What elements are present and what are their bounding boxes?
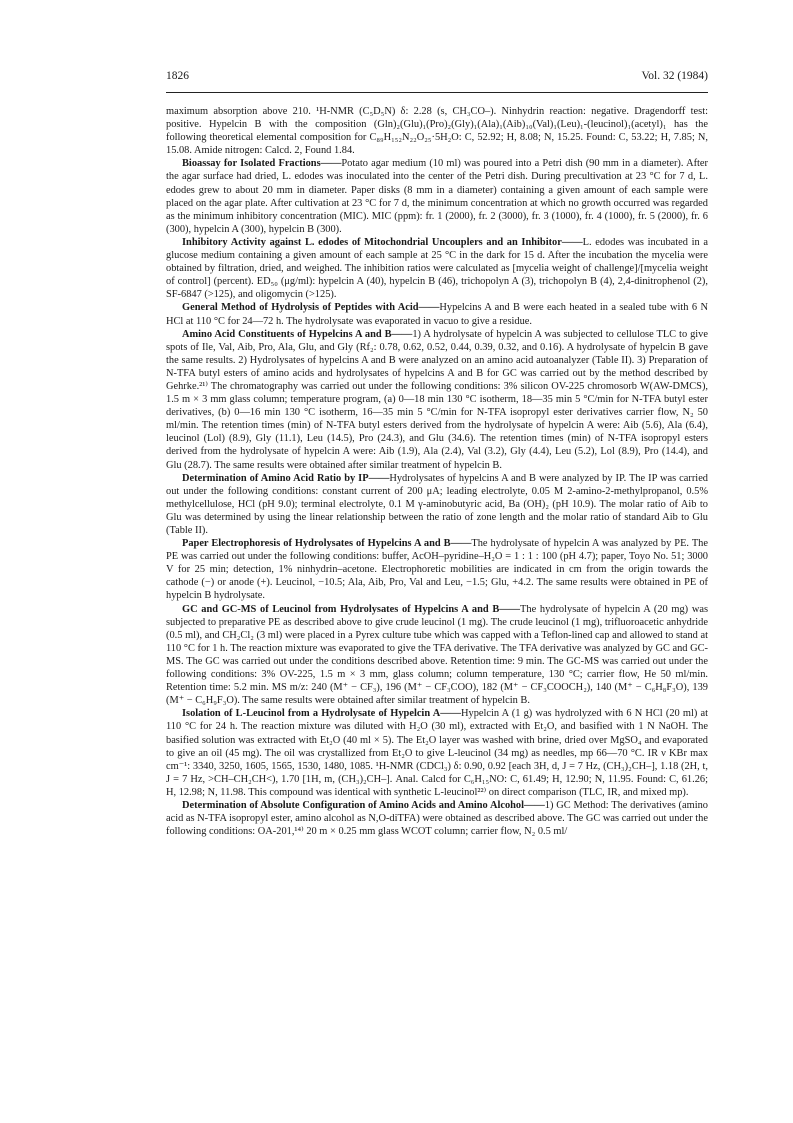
paragraph-text: maximum absorption above 210. ¹H-NMR (C₅D₅N) δ: 2.28 (s, CH₃CO–). Ninhydrin reaction: negative. Dragendorff test: positive. Hypelcin B with the composition (Gln)₂(Glu)₁(Pro)₂(Gly)₁(Ala)₁(Aib)₁₀(Val)₁(Leu)₁-(leucinol)₁(acetyl)₁ has the following theoretical elemental composition for C₈₉H₁₅₂N₂₂O₂₅·5H₂O: C, 52.92; H, 8.08; N, 15.25. Found: C, 53.22; H, 7.85; N, 15.08. Amide nitrogen: Calcd. 2, Found 1.84. [166,106,708,157]
paragraph-amino-acid-constituents [166,328,708,472]
section-heading: Determination of Amino Acid Ratio by IP—— [182,472,390,484]
paragraph-paper-electrophoresis [166,537,708,602]
paragraph-text: Hypelcin A (1 g) was hydrolyzed with 6 N HCl (20 ml) at 110 °C for 24 h. The reaction mixture was diluted with H₂O (30 ml), extracted with Et₂O, and basified with 1 N NaOH. The basified solution was extracted with Et₂O (40 ml × 5). The Et₂O layer was washed with brine, dried over MgSO₄ and evaporated to give an oil (45 mg). The oil was crystallized from Et₂O to give L-leucinol (34 mg) as needles, mp 66—70 °C. IR ν KBr max cm⁻¹: 3340, 3250, 1605, 1565, 1530, 1480, 1085. ¹H-NMR (CDCl₃) δ: 0.90, 0.92 [each 3H, d, J = 7 Hz, (CH₃)₂CH–], 1.18 (2H, t, J = 7 Hz, >CH–CH₂CH<), 1.70 [1H, m, (CH₃)₂CH–]. Anal. Calcd for C₆H₁₅NO: C, 61.49; H, 12.90; N, 11.95. Found: C, 61.26; H, 12.98; N, 11.98. This compound was identical with synthetic L-leucinol²²⁾ on direct comparison (TLC, IR, and mixed mp). [166,708,708,798]
paragraph-text: 1) A hydrolysate of hypelcin A was subjected to cellulose TLC to give spots of Ile, Val, Aib, Pro, Ala, Glu, and Gly (Rf₂: 0.78, 0.62, 0.52, 0.44, 0.39, 0.32, and 0.16). A hydrolysate of hypelcin B gave the same results. 2) Hydrolysates of hypelcins A and B were analyzed on an amino acid autoanalyzer (Table II). 3) Preparation of N-TFA butyl esters of amino acids and hydrolysates of hypelcins A and B for GC was carried out by the method described by Gehrke.²¹⁾ The chromatography was carried out under the following conditions: 3% silicon OV-225 chromosorb W(AW-DMCS), 1.5 m × 3 mm glass column; temperature program, (a) 0—18 min 130 °C isotherm, 18—35 min 5 °C/min for N-TFA butyl ester derivatives, (b) 0—16 min 130 °C isotherm, 16—35 min 5 °C/min for N-TFA isopropyl ester derivatives carrier flow, N₂ 50 ml/min. The retention times (min) of N-TFA butyl esters derived from the hydrolysate of hypelcin A were: Aib (5.6), Ala (6.4), leucinol (Lol) (8.9), Gly (11.1), Leu (14.5), Pro (24.3), and Glu (34.6). The retention times (min) of N-TFA isopropyl esters derived from the hydrolysate of hypelcin A were: Aib (1.9), Ala (2.4), Val (3.2), Gly (4.4), Leu (5.2), Lol (8.9), Pro (14.4), and Glu (28.7). The same results were obtained after similar treatment of hypelcin B. [166,328,708,471]
paragraph-text: The hydrolysate of hypelcin A was analyzed by PE. The PE was carried out under the following conditions: buffer, AcOH–pyridine–H₂O = 1 : 1 : 100 (pH 4.7); paper, Toyo No. 51; 3000 V for 25 min; detection, 1% ninhydrin–acetone. Electrophoretic mobilities are indicated in cm from the origin towards the cathode (−) or anode (+). Leucinol, −10.5; Ala, Aib, Pro, Val and Leu, −1.5; Glu, +4.2. The same results were obtained in PE of hypelcin B hydrolysate. [166,538,708,602]
paragraph-text: L. edodes was incubated in a glucose medium containing a given amount of each sample at 25 °C in the dark for 15 d. After the incubation the mycelia were obtained by filtration, dried, and weighed. The inhibition ratios were calculated as [mycelia weight of challenge]/[mycelia weight of control] (percent). ED₅₀ (μg/ml): hypelcin A (40), hypelcin B (46), trichopolyn A (3), trichopolyn B (4), 2,4-dinitrophenol (2), SF-6847 (>125), and oligomycin (>125). [166,236,708,301]
paragraph-text: 1) GC Method: The derivatives (amino acid as N-TFA isopropyl ester, amino alcohol as N,O-diTFA) were obtained as described above. The GC was carried out under the following conditions: OA-201,¹⁴⁾ 20 m × 0.25 mm glass WCOT column; carrier flow, N₂ 0.5 ml/ [166,799,708,838]
volume-label: Vol. 32 (1984) [641,70,708,82]
section-heading: Paper Electrophoresis of Hydrolysates of Hypelcins A and B—— [182,538,472,550]
page-number: 1826 [166,70,189,82]
article-body [166,105,708,838]
section-heading: Determination of Absolute Configuration of Amino Acids and Amino Alcohol—— [182,799,545,811]
paragraph-text: The hydrolysate of hypelcin A (20 mg) was subjected to preparative PE as described above to give crude leucinol (1 mg). The crude leucinol (1 mg), trifluoroacetic anhydride (0.5 ml), and CH₂Cl₂ (3 ml) were placed in a Pyrex culture tube which was capped with a Teflon-lined cap and allowed to stand at 110 °C for 1 h. The reaction mixture was evaporated to give the TFA derivative. The TFA derivative was analyzed by GC and GC-MS. The GC was carried out under the conditions described above. Retention time: 9 min. The GC-MS was carried out under the following conditions: 3% OV-225, 1.5 m × 3 mm, glass column; column temperature, 130 °C; carrier flow, He 50 ml/min. Retention time: 5.2 min. MS m/z: 240 (M⁺ − CF₃), 196 (M⁺ − CF₃COO), 182 (M⁺ − CF₃COOCH₂), 140 (M⁺ − C₆H₈F₃O), 139 (M⁺ − C₆H₉F₃O). The same results were obtained after similar treatment of hypelcin B. [166,603,708,707]
section-heading: GC and GC-MS of Leucinol from Hydrolysates of Hypelcins A and B—— [182,603,521,615]
section-heading: General Method of Hydrolysis of Peptides with Acid—— [182,302,440,314]
section-heading: Isolation of L-Leucinol from a Hydrolysate of Hypelcin A—— [182,708,461,720]
paragraph-text: Hydrolysates of hypelcins A and B were analyzed by IP. The IP was carried out under the following conditions: constant current of 200 μA; leading electrolyte, 0.05 M 2-amino-2-methylpropanol, 0.5% methylcellulose, HCl (pH 9.0); terminal electrolyte, 0.1 M γ-aminobutyric acid, Ba (OH)₂ (pH 10.9). The molar ratio of Aib to Glu was determined by using the linear relationship between the ratio of zone length and the molar ratio of standard Aib to Glu (Table II). [166,472,708,536]
paragraph-bioassay [166,157,708,236]
header-rule [166,92,708,93]
running-header [166,68,708,84]
paragraph-text: Hypelcins A and B were each heated in a sealed tube with 6 N HCl at 110 °C for 24—72 h. The hydrolysate was evaporated in vacuo to give a residue. [166,302,708,327]
paragraph-text: Potato agar medium (10 ml) was poured into a Petri dish (90 mm in a diameter). After the agar surface had dried, L. edodes was inoculated into the center of the Petri dish. During precultivation at 23 °C for 7 d, L. edodes grew to about 20 mm in diameter. Paper disks (8 mm in a diameter) containing a given amount of each sample were placed on the agar plate. After cultivation at 23 °C for 7 d, the minimum concentration at which no growth occurred was regarded as the minimum inhibitory concentration (MIC). MIC (ppm): fr. 1 (2000), fr. 2 (3000), fr. 3 (1000), fr. 4 (1000), fr. 5 (2000), fr. 6 (300), hypelcin A (300), hypelcin B (300). [166,158,708,235]
paragraph-absolute-configuration [166,799,708,838]
section-heading: Inhibitory Activity against L. edodes of Mitochondrial Uncouplers and an Inhibitor—— [182,236,583,248]
paragraph-intro [166,105,708,157]
paragraph-inhibitory-activity [166,236,708,301]
section-heading: Bioassay for Isolated Fractions—— [182,158,342,170]
section-heading: Amino Acid Constituents of Hypelcins A and B—— [182,328,413,340]
paragraph-isolation-leucinol [166,707,708,799]
paragraph-gc-ms-leucinol [166,603,708,708]
paragraph-ip-ratio [166,472,708,537]
paragraph-hydrolysis-method [166,301,708,327]
